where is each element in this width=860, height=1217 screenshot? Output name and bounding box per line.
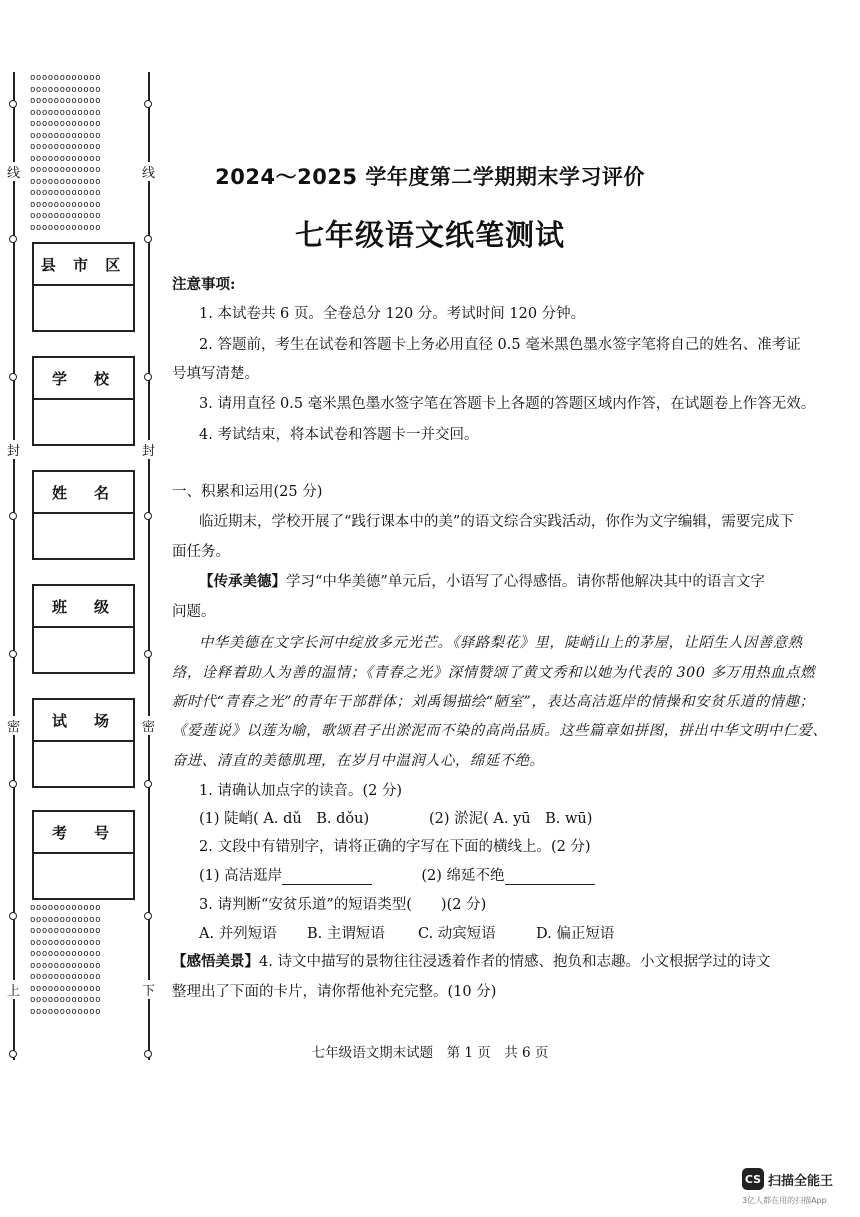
margin-circle bbox=[144, 780, 152, 788]
mark-xia: 下 bbox=[142, 980, 155, 999]
margin-circle bbox=[144, 373, 152, 381]
question-3-option-b: B. 主谓短语 bbox=[307, 926, 385, 942]
question-3-option-a: A. 并列短语 bbox=[199, 926, 277, 942]
task1-tag: 【传承美德】 bbox=[199, 573, 286, 590]
mark-mi-right: 密 bbox=[142, 716, 155, 735]
mark-mi-left: 密 bbox=[7, 716, 20, 735]
passage-line-3: 新时代“青春之光”的青年干部群体；刘禹锡描绘“陋室”，表达高洁逛岸的情操和安贫乐道的情趣； bbox=[172, 694, 815, 710]
margin-circle bbox=[144, 650, 152, 658]
notice-item-3: 3. 请用直径 0.5 毫米黑色墨水签字笔在答题卡上各题的答题区域内作答，在试题卷上作答无效。 bbox=[199, 396, 816, 412]
class-box bbox=[32, 584, 135, 674]
school-box bbox=[32, 356, 135, 446]
question-3: 3. 请判断“安贫乐道”的短语类型( )(2 分) bbox=[199, 897, 487, 913]
county-label: 县 市 区 bbox=[34, 244, 133, 286]
margin-circle bbox=[9, 512, 17, 520]
page-footer: 七年级语文期末试题 第 1 页 共 6 页 bbox=[311, 1045, 549, 1061]
task1-text-1: 学习“中华美德”单元后，小语写了心得感悟。请你帮他解决其中的语言文字 bbox=[286, 574, 765, 590]
exam-main-title: 七年级语文纸笔测试 bbox=[294, 218, 565, 252]
mark-shang: 上 bbox=[7, 980, 20, 999]
passage-line-4: 《爱莲说》以莲为喻，歌颂君子出淤泥而不染的高尚品质。这些篇章如拼图，拼出中华文明中仁爱、 bbox=[172, 723, 828, 739]
name-field[interactable] bbox=[34, 514, 133, 558]
notice-item-1: 1. 本试卷共 6 页。全卷总分 120 分。考试时间 120 分钟。 bbox=[199, 306, 586, 322]
class-label: 班 级 bbox=[34, 586, 133, 628]
question-2-option-2: (2) 绵延不绝 bbox=[421, 868, 505, 884]
section-intro-1: 临近期末，学校开展了“践行课本中的美”的语文综合实践活动，你作为文字编辑，需要完成下 bbox=[199, 514, 794, 530]
margin-circle bbox=[9, 912, 17, 920]
notice-heading: 注意事项: bbox=[172, 276, 236, 293]
question-1-option-2: (2) 淤泥( A. yū B. wū) bbox=[429, 811, 593, 827]
margin-circle bbox=[9, 780, 17, 788]
question-4-text-1: 4. 诗文中描写的景物往往浸透着作者的情感、抱负和志趣。小文根据学过的诗文 bbox=[259, 954, 771, 970]
notice-item-4: 4. 考试结束，将本试卷和答题卡一并交回。 bbox=[199, 427, 479, 443]
margin-circle bbox=[9, 100, 17, 108]
section-intro-2: 面任务。 bbox=[172, 544, 230, 560]
county-box bbox=[32, 242, 135, 332]
question-2-options bbox=[199, 864, 799, 885]
notice-item-2-cont: 号填写清楚。 bbox=[172, 366, 259, 382]
exam-number-box bbox=[32, 810, 135, 900]
margin-circle bbox=[144, 512, 152, 520]
camscanner-tagline: 3亿人都在用的扫描App bbox=[742, 1196, 827, 1205]
camscanner-name: 扫描全能王 bbox=[768, 1174, 834, 1189]
margin-circle bbox=[9, 650, 17, 658]
margin-circle bbox=[144, 912, 152, 920]
task1-text-2: 问题。 bbox=[172, 604, 216, 620]
section-heading: 一、积累和运用(25 分) bbox=[172, 484, 323, 500]
exam-room-box bbox=[32, 698, 135, 788]
school-label: 学 校 bbox=[34, 358, 133, 400]
mark-feng-right: 封 bbox=[142, 440, 155, 459]
class-field[interactable] bbox=[34, 628, 133, 672]
dot-pattern-top: oooooooooooo oooooooooooo oooooooooooo oooooooooooo oooooooooooo oooooooooooo oooooooooooo oooooooooooo oooooooooooo oooooooooooo oooooooooooo oooooooooooo oooooooooooo oooooooooooo bbox=[30, 73, 102, 233]
answer-blank-1[interactable] bbox=[282, 870, 372, 885]
dot-pattern-bottom: oooooooooooo oooooooooooo oooooooooooo oooooooooooo oooooooooooo oooooooooooo oooooooooooo oooooooooooo oooooooooooo oooooooooooo bbox=[30, 903, 102, 1017]
question-2-option-1: (1) 高洁逛岸 bbox=[199, 868, 283, 884]
passage-line-2: 络，诠释着助人为善的温情；《青春之光》深情赞颂了黄文秀和以她为代表的 300 多万用热血点燃 bbox=[172, 665, 815, 681]
margin-circle bbox=[9, 373, 17, 381]
notice-item-2: 2. 答题前，考生在试卷和答题卡上务必用直径 0.5 毫米黑色墨水签字笔将自己的姓名、准考证 bbox=[199, 337, 801, 353]
exam-year-title: 2024～2025 学年度第二学期期末学习评价 bbox=[215, 165, 645, 189]
question-3-option-c: C. 动宾短语 bbox=[418, 926, 496, 942]
county-field[interactable] bbox=[34, 286, 133, 330]
answer-blank-2[interactable] bbox=[505, 870, 595, 885]
question-4-text-2: 整理出了下面的卡片，请你帮他补充完整。(10 分) bbox=[172, 984, 497, 1000]
mark-xian-right: 线 bbox=[142, 162, 155, 181]
exam-number-label: 考 号 bbox=[34, 812, 133, 854]
passage-line-5: 奋进、清直的美德肌理，在岁月中温润人心，绵延不绝。 bbox=[172, 753, 545, 769]
exam-room-label: 试 场 bbox=[34, 700, 133, 742]
margin-circle bbox=[144, 100, 152, 108]
passage-line-1: 中华美德在文字长河中绽放多元光芒。《驿路梨花》里，陡峭山上的茅屋，让陌生人因善意熟 bbox=[199, 635, 803, 651]
question-2: 2. 文段中有错别字，请将正确的字写在下面的横线上。(2 分) bbox=[199, 839, 591, 855]
mark-xian-left: 线 bbox=[7, 162, 20, 181]
question-1: 1. 请确认加点字的读音。(2 分) bbox=[199, 783, 403, 799]
question-1-option-1: (1) 陡峭( A. dǔ B. dǒu) bbox=[199, 811, 370, 827]
camscanner-logo-icon: CS bbox=[742, 1168, 764, 1190]
name-box bbox=[32, 470, 135, 560]
question-3-option-d: D. 偏正短语 bbox=[536, 926, 615, 942]
question-4-line-1 bbox=[172, 950, 802, 971]
task1-line-1 bbox=[199, 570, 829, 591]
question-4-tag: 【感悟美景】 bbox=[172, 953, 259, 970]
name-label: 姓 名 bbox=[34, 472, 133, 514]
mark-feng-left: 封 bbox=[7, 440, 20, 459]
exam-room-field[interactable] bbox=[34, 742, 133, 786]
school-field[interactable] bbox=[34, 400, 133, 444]
exam-number-field[interactable] bbox=[34, 854, 133, 898]
